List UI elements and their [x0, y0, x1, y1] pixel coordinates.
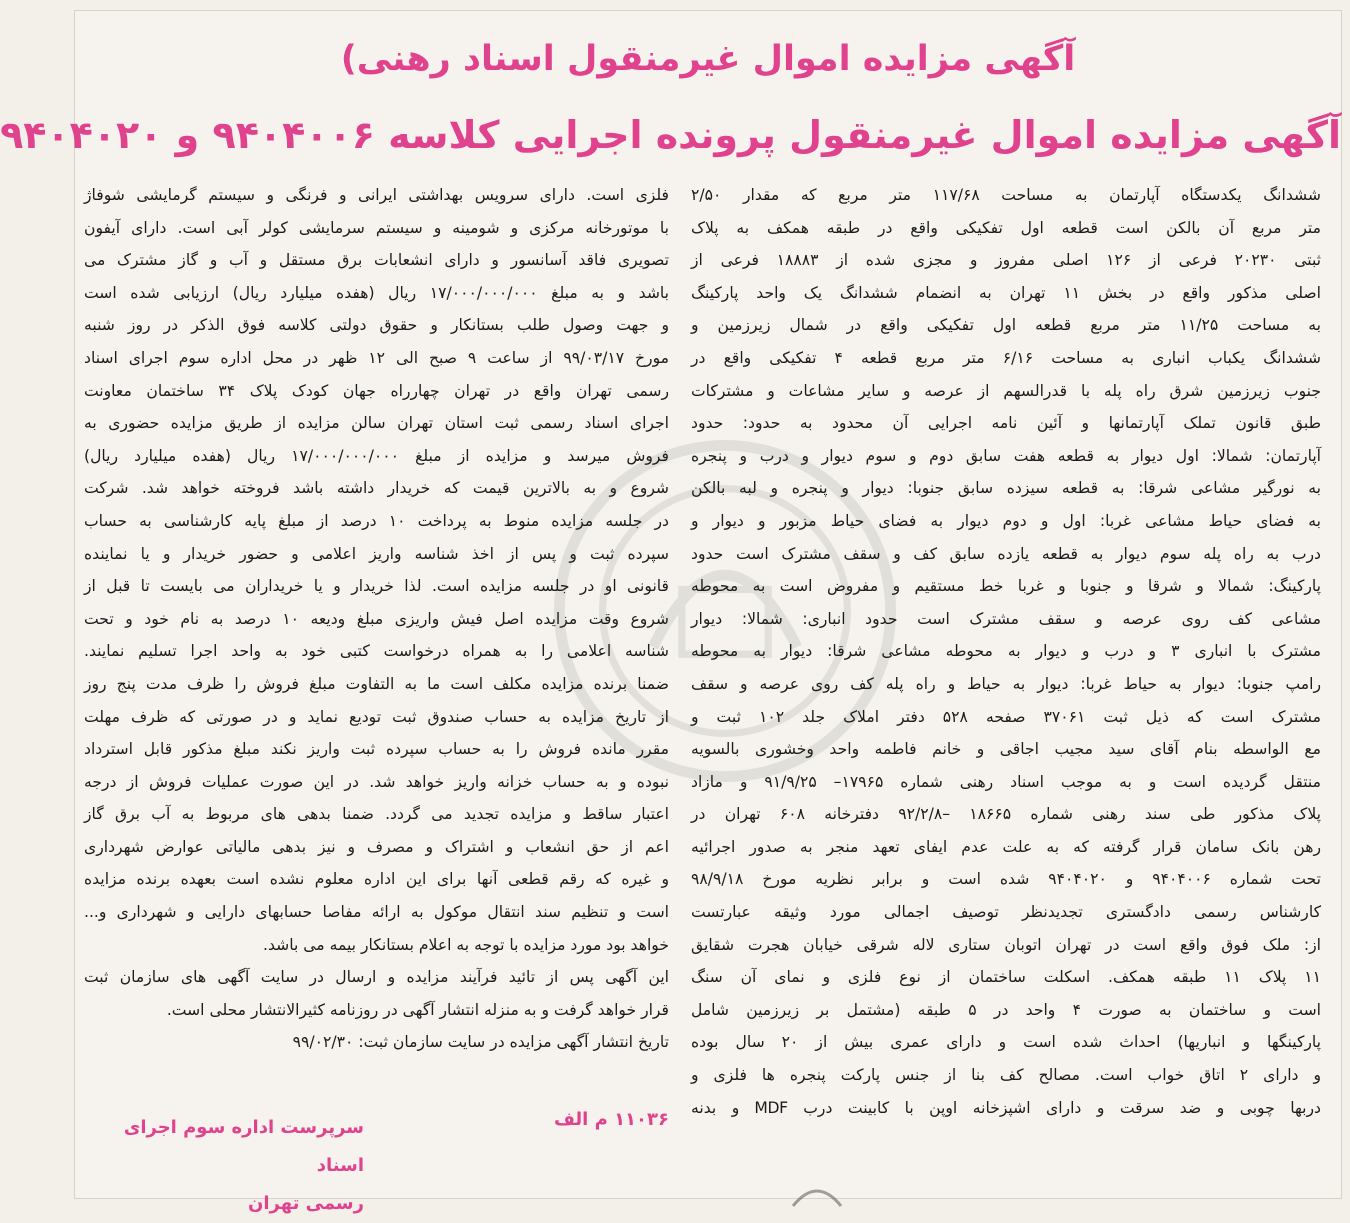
text-line: اجرای اسناد رسمی ثبت استان تهران سالن مزایده از طریق مزایده حضوری به [84, 414, 669, 433]
text-line: طبق قانون تملک آپارتمانها و آئین نامه اجرایی آن محدود به حدود: حدود [691, 414, 1321, 433]
text-line: اصلی مذکور واقع در بخش ۱۱ تهران به انضمام ششدانگ یک واحد پارکینگ [691, 283, 1321, 302]
text-line: آپارتمان: شمالا: اول دیوار به قطعه هفت سابق دوم و سوم دیوار و درب و پنجره [691, 446, 1321, 465]
signer-title [84, 1109, 364, 1223]
text-line: نبوده و به حساب خزانه واریز خواهد شد. در این صورت عملیات فروش از درجه [84, 772, 669, 791]
text-line: رامپ جنوبا: دیوار به حیاط غربا: دیوار به حیاط و راه پله کف روی عرصه و سقف [691, 674, 1321, 693]
notice-main-title: آگهی مزایده اموال غیرمنقول اسناد رهنی) [340, 39, 1076, 79]
crop-mark-icon [787, 1182, 847, 1208]
text-line: رهن بانک سامان قرار گرفته که به علت عدم ایفای تعهد منجر به صدور اجرائیه [691, 837, 1321, 856]
text-line: ضمنا برنده مزایده مکلف است ما به التفاوت مبلغ فروش را ظرف مدت پنج روز [84, 674, 669, 693]
notice-sheet [0, 10, 1342, 1214]
signer-line: رسمی تهران [248, 1193, 364, 1214]
text-line: به فضای حیاط مشاعی غربا: اول و دوم دیوار به فضای حیاط مزبور و دیوار و [691, 511, 1321, 530]
text-line: اعتبار ساقط و مزایده تجدید می گردد. ضمنا بدهی های مربوط به آب برق گاز [84, 805, 669, 824]
text-line: است و تنظیم سند انتقال موکول به ارائه مفاصا حسابهای دارایی و شهرداری و... [84, 903, 669, 922]
text-line: اعم از حق انشعاب و اشتراک و مصرف و نیز بدهی مالیاتی عوارض شهرداری [84, 837, 669, 856]
text-line: است و ساختمان به صورت ۴ واحد در ۵ طبقه (مشتمل بر زیرزمین شامل [691, 1000, 1321, 1019]
text-line: درب به راه پله سوم دیوار به قطعه یازده سابق کف و سقف مشترک است حدود [691, 544, 1321, 563]
text-line: تصویری فاقد آسانسور و دارای انشعابات برق مستقل و آب و گاز مشترک می [84, 251, 669, 270]
text-line: شناسه اعلامی را به همراه درخواست کتبی خود به واحد اجرا تسلیم نمایند. [84, 642, 669, 661]
text-line: پلاک مذکور طی سند رهنی شماره ۱۸۶۶۵ –۹۲/۲/۸ دفترخانه ۶۰۸ تهران در [691, 805, 1322, 824]
text-line: به مساحت ۱۱/۲۵ متر مربع قطعه اول تفکیکی واقع در شمال زیرزمین و [691, 316, 1321, 335]
text-line: شروع و به بالاترین قیمت که خریدار داشته باشد فروخته خواهد شد. شرکت [84, 479, 669, 498]
text-line: مقرر مانده فروش را به حساب سپرده ثبت واریز نکند مبلغ مذکور قابل استرداد [84, 740, 669, 759]
text-line: مورخ ۹۹/۰۳/۱۷ از ساعت ۹ صبح الی ۱۲ ظهر در محل اداره سوم اجرای اسناد [84, 348, 669, 367]
text-line: این آگهی پس از تائید فرآیند مزایده و ارسال در سایت آگهی های سازمان ثبت [84, 968, 669, 987]
text-line: تاریخ انتشار آگهی مزایده در سایت سازمان ثبت: ۹۹/۰۲/۳۰ [292, 1033, 669, 1052]
text-line: فروش میرسد و مزایده از مبلغ ۱۷/۰۰۰/۰۰۰/۰۰۰ ریال (هفده میلیارد ریال) [84, 446, 669, 465]
text-line: شروع وقت مزایده اصل فیش واریزی مبلغ ودیعه ۱۰ درصد به نام خود و تحت [84, 609, 669, 628]
text-line: دربها چوبی و ضد سرقت و دارای اشپزخانه اوپن با کابینت درب MDF و بدنه [691, 1098, 1321, 1117]
text-line: در جلسه مزایده منوط به پرداخت ۱۰ درصد از مبلغ پایه کارشناسی به حساب [84, 511, 669, 530]
text-line: قانونی او در جلسه مزایده است. لذا خریدار و یا خریداران می بایست تا قبل از [84, 577, 669, 596]
text-line: با موتورخانه مرکزی و شومینه و سیستم سرمایشی کولر آبی است. دارای آیفون [84, 218, 669, 237]
text-line: ششدانگ یکدستگاه آپارتمان به مساحت ۱۱۷/۶۸ متر مربع که مقدار ۲/۵۰ [691, 186, 1321, 204]
text-line: متر مربع آن بالکن است قطعه اول تفکیکی واقع در طبقه همکف به پلاک [691, 218, 1321, 237]
text-line: از: ملک فوق واقع است در تهران اتوبان ستاری لاله شرقی خیابان هجرت شقایق [691, 935, 1321, 954]
text-line: رسمی تهران واقع در تهران چهارراه جهان کودک پلاک ۳۴ ساختمان معاونت [84, 381, 670, 400]
text-line: فلزی است. دارای سرویس بهداشتی ایرانی و فرنگی و سیستم گرمایشی شوفاژ [84, 186, 669, 204]
right-text-column [691, 179, 1321, 1124]
text-line: باشد و به مبلغ ۱۷/۰۰۰/۰۰۰/۰۰۰ ریال (هفده میلیارد ریال) ارزیابی شده است [84, 283, 669, 302]
text-line: تحت شماره ۹۴۰۴۰۰۶ و ۹۴۰۴۰۲۰ شده است و برابر نظریه مورخ ۹۸/۹/۱۸ [691, 870, 1321, 889]
text-line: و جهت وصول طلب بستانکار و حقوق دولتی کلاسه فوق الذکر در روز شنبه [84, 316, 669, 335]
text-line: از تاریخ مزایده به حساب صندوق ثبت تودیع نماید و در صورتی که ظرف مهلت [84, 707, 669, 726]
text-line: خواهد بود مورد مزایده با توجه به اعلام بستانکار بیمه می باشد. [263, 935, 669, 954]
text-line: مع الواسطه بنام آقای سید مجیب اجاقی و خانم فاطمه واحد وخشوری بالسویه [691, 740, 1321, 759]
text-line: ثبتی ۲۰۲۳۰ فرعی از ۱۲۶ اصلی مفروز و مجزی شده از ۱۸۸۸۳ فرعی از [691, 251, 1321, 270]
text-line: جنوب زیرزمین شرق راه پله با قدرالسهم از عرصه و سایر مشاعات و مشترکات [691, 381, 1321, 400]
text-line: مشترک با انباری ۳ و درب و دیوار به محوطه مشاعی شرقا: دیوار به محوطه [691, 642, 1322, 661]
notice-sub-title: آگهی مزایده اموال غیرمنقول پرونده اجرایی کلاسه ۹۴۰۴۰۰۶ و ۹۴۰۴۰۲۰ [0, 113, 1341, 157]
text-line: به نورگیر مشاعی شرقا: به قطعه سیزده سابق جنوبا: دیوار و پنجره و لبه بالکن [691, 479, 1321, 498]
text-line: ۱۱ پلاک ۱۱ طبقه همکف. اسکلت ساختمان از نوع فلزی و نمای آن سنگ [691, 968, 1322, 987]
signature-block [84, 1101, 669, 1214]
left-text-column [84, 179, 669, 1059]
text-line: پارکینگها و انباریها) احداث شده است و دارای عمری بیش از ۲۰ سال بوده [691, 1033, 1321, 1052]
text-line: سپرده ثبت و پس از اخذ شناسه واریز اعلامی و حضور خریدار و یا نماینده [84, 544, 669, 563]
text-line: ششدانگ یکباب انباری به مساحت ۶/۱۶ متر مربع قطعه ۴ تفکیکی واقع در [691, 348, 1322, 367]
text-line: پارکینگ: شمالا و شرقا و جنوبا و غربا خط مستقیم و مفروض است به محوطه [691, 577, 1321, 596]
text-line: منتقل گردیده است و به موجب اسناد رهنی شماره ۱۷۹۶۵– ۹۱/۹/۲۵ و مازاد [691, 772, 1321, 791]
text-line: و غیره که رقم قطعی آنها برای این اداره معلوم نشده است بعهده برنده مزایده [84, 870, 669, 889]
text-line: قرار خواهد گرفت و به منزله انتشار آگهی در روزنامه کثیرالانتشار محلی است. [166, 1000, 669, 1019]
text-line: مشترک است که ذیل ثبت ۳۷۰۶۱ صفحه ۵۲۸ دفتر املاک جلد ۱۰۲ ثبت و [691, 707, 1321, 726]
text-line: مشاعی کف روی عرصه و سقف مشترک است حدود انباری: شمالا: دیوار [691, 609, 1321, 628]
reference-number: ۱۱۰۳۶ م الف [553, 1109, 669, 1130]
text-line: و دارای ۲ اتاق خواب است. مصالح کف بنا از جنس پارکت پنجره ها فلزی و [691, 1066, 1321, 1085]
signer-line: سرپرست اداره سوم اجرای اسناد [123, 1117, 364, 1176]
text-line: کارشناس رسمی دادگستری تجدیدنظر توصیف اجمالی مورد وثیقه عبارتست [691, 903, 1321, 922]
